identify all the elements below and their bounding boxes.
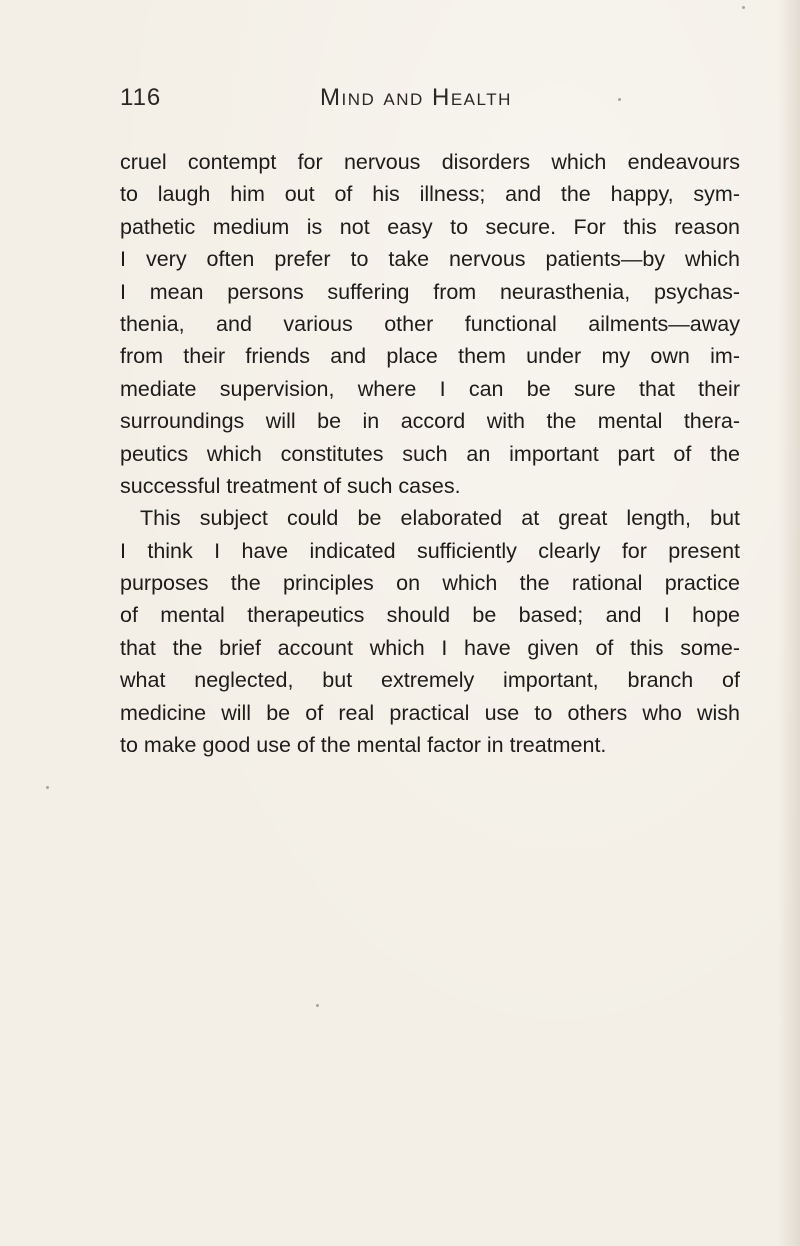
text-line: that the brief account which I have given of this some- [120,635,740,660]
text-line: I mean persons suffering from neurasthenia, psychas- [120,279,740,304]
text-line: This subject could be elaborated at great length, but [140,506,740,531]
paper-speck [742,6,745,9]
page-number: 116 [120,84,162,111]
page-edge-shadow [778,0,800,1246]
text-line: successful treatment of such cases. [120,473,461,498]
paper-speck [316,1004,319,1007]
text-line: thenia, and various other functional ailments—away [120,311,740,336]
text-line: to laugh him out of his illness; and the happy, sym- [120,182,740,207]
text-line: what neglected, but extremely important, branch of [120,668,740,693]
text-line: of mental therapeutics should be based; and I hope [120,603,740,628]
text-line: peutics which constitutes such an important part of the [120,441,740,466]
paper-speck [46,786,49,789]
book-title: Mind and Health [320,84,512,111]
text-line: cruel contempt for nervous disorders which endeavours [120,150,740,174]
text-line: to make good use of the mental factor in treatment. [120,733,607,758]
text-line: from their friends and place them under my own im- [120,344,740,369]
text-line: purposes the principles on which the rational practice [120,571,740,596]
running-head [120,84,740,124]
text-line: medicine will be of real practical use to others who wish [120,700,740,725]
body-text [120,146,740,761]
text-line: I think I have indicated sufficiently clearly for present [120,538,740,563]
text-line: surroundings will be in accord with the mental thera- [120,409,740,434]
text-line: I very often prefer to take nervous patients—by which [120,247,740,272]
text-line: pathetic medium is not easy to secure. For this reason [120,214,740,239]
text-line: mediate supervision, where I can be sure that their [120,376,740,401]
